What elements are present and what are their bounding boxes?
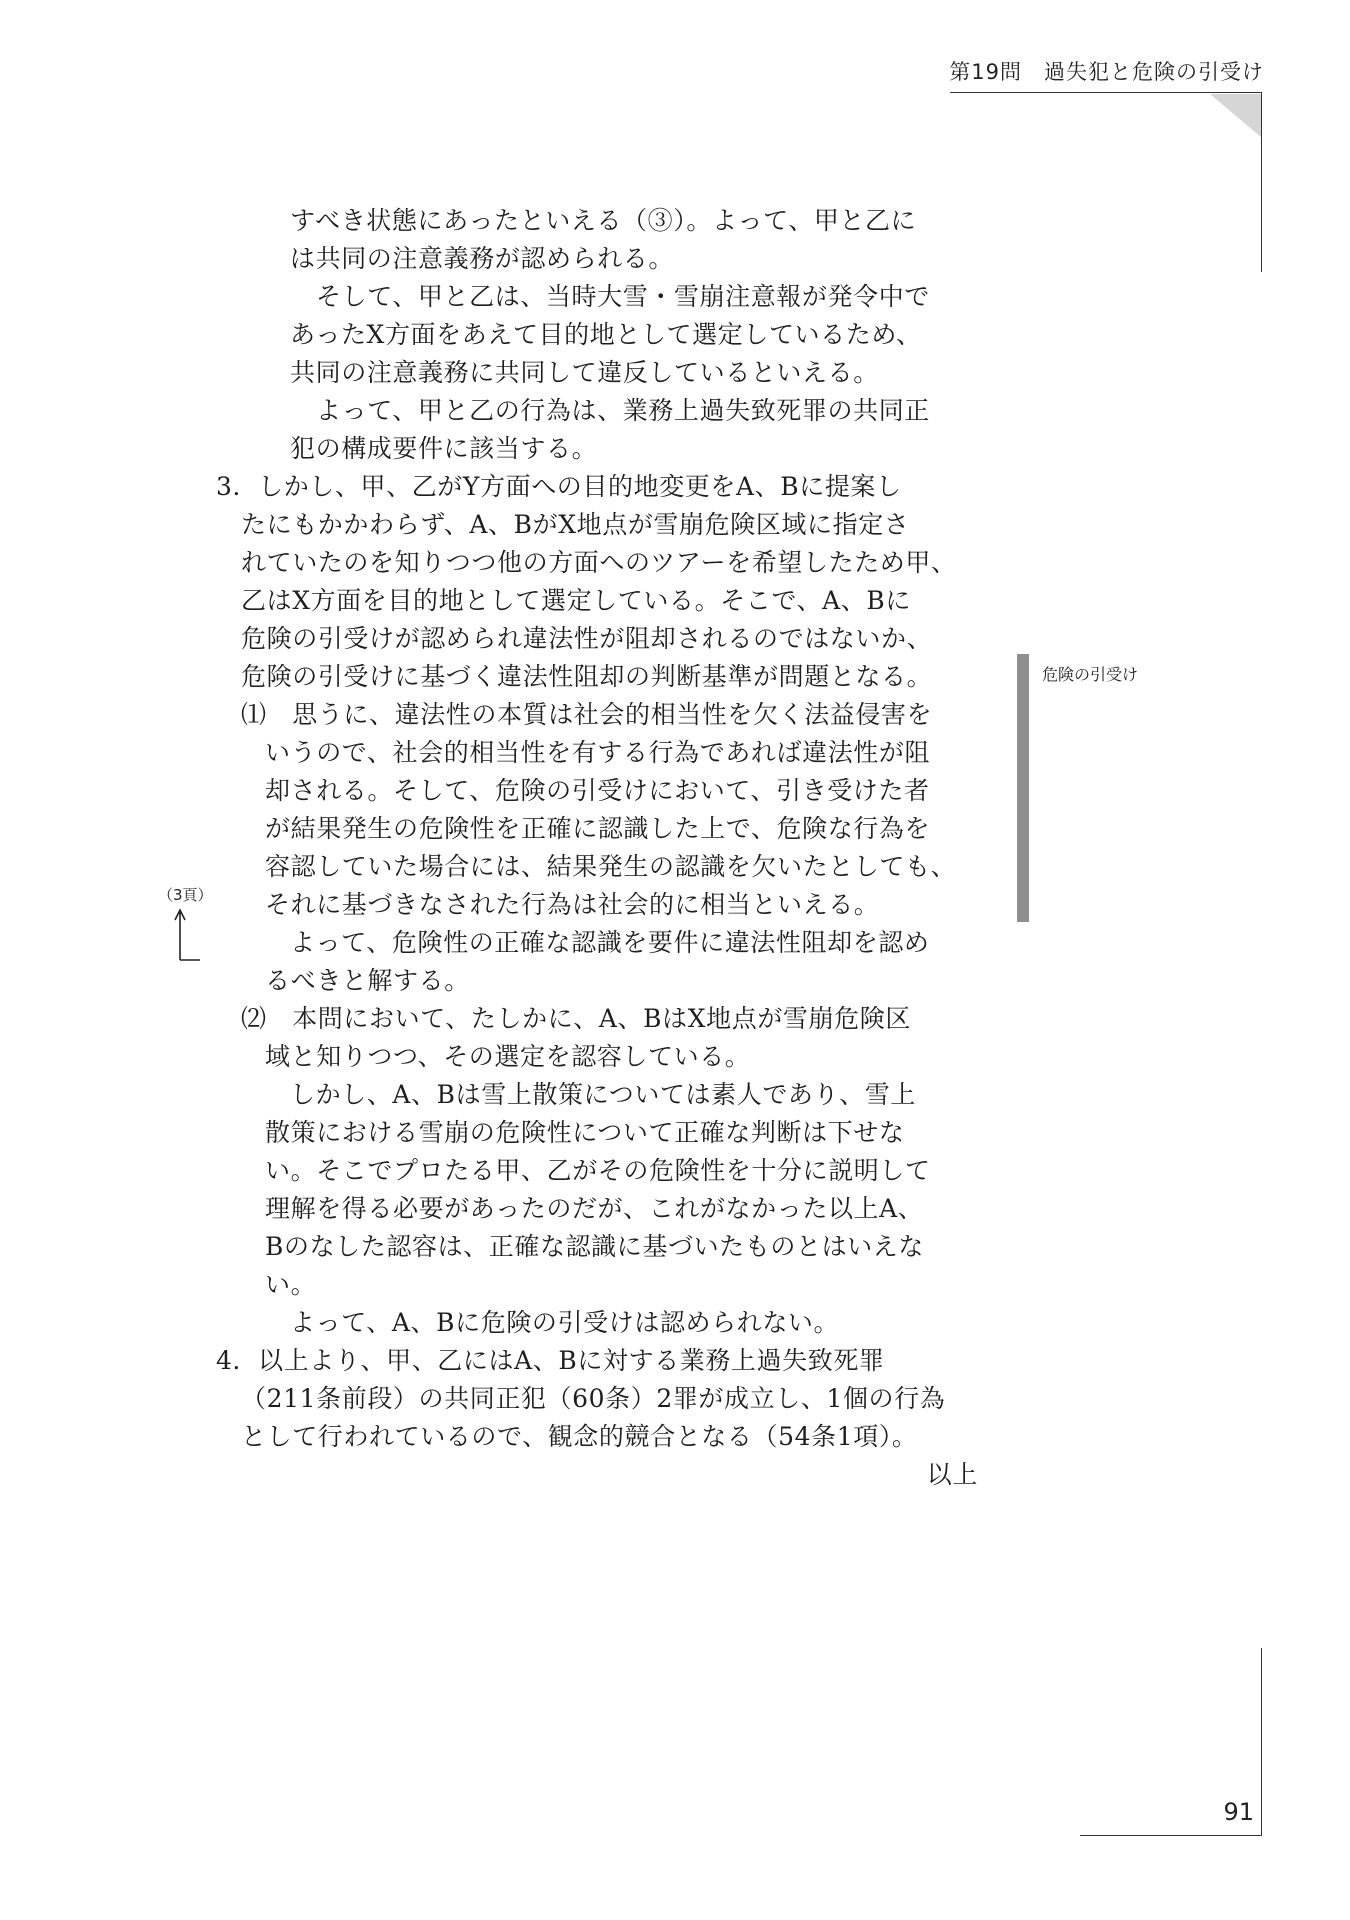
text-line: は共同の注意義務が認められる。 (290, 244, 675, 273)
text-line: あったX方面をあえて目的地として選定しているため、 (290, 320, 922, 349)
text-line: が結果発生の危険性を正確に認識した上で、危険な行為を (265, 814, 931, 843)
text-line: （211条前段）の共同正犯（60条）2罪が成立し、1個の行為 (241, 1384, 946, 1413)
text-line: 乙はX方面を目的地として選定している。そこで、A、Bに (241, 586, 911, 615)
text-line: 容認していた場合には、結果発生の認識を欠いたとしても、 (265, 852, 957, 881)
text-line: いうので、社会的相当性を有する行為であれば違法性が阻 (265, 738, 931, 767)
right-margin-rule-bottom (1261, 1648, 1262, 1836)
text-line: よって、A、Bに危険の引受けは認められない。 (290, 1308, 840, 1337)
reference-arrow-icon (172, 906, 202, 962)
text-line: 散策における雪崩の危険性について正確な判断は下せな (265, 1118, 905, 1147)
closing-mark: 以上 (926, 1460, 978, 1489)
footer-rule (1080, 1835, 1262, 1836)
text-line: よって、危険性の正確な認識を要件に違法性阻却を認め (290, 928, 930, 957)
text-line: すべき状態にあったといえる（③）。よって、甲と乙に (290, 206, 917, 235)
text-line: 理解を得る必要があったのだが、これがなかった以上A、 (265, 1194, 924, 1223)
text-line: そして、甲と乙は、当時大雪・雪崩注意報が発令中で (316, 282, 930, 311)
text-line: 共同の注意義務に共同して違反しているといえる。 (290, 358, 879, 387)
subsection-heading-1: ⑴ 思うに、違法性の本質は社会的相当性を欠く法益侵害を (241, 700, 933, 729)
text-line: い。 (265, 1270, 317, 1299)
text-line: それに基づきなされた行為は社会的に相当といえる。 (265, 890, 880, 919)
text-line: 危険の引受けに基づく違法性阻却の判断基準が問題となる。 (241, 662, 933, 691)
text-line: れていたのを知りつつ他の方面へのツアーを希望したため甲、 (241, 548, 957, 577)
header-rule (950, 92, 1262, 93)
margin-note: 危険の引受け (1042, 665, 1139, 684)
text-line: るべきと解する。 (265, 966, 470, 995)
text-line: Bのなした認容は、正確な認識に基づいたものとはいえな (265, 1232, 924, 1261)
chapter-title: 第19問 過失犯と危険の引受け (949, 60, 1264, 84)
section-heading-4: 4．以上より、甲、乙にはA、Bに対する業務上過失致死罪 (216, 1346, 885, 1375)
text-line: 危険の引受けが認められ違法性が阻却されるのではないか、 (241, 624, 933, 653)
text-line: 却される。そして、危険の引受けにおいて、引き受けた者 (265, 776, 930, 805)
margin-highlight-bar (1017, 654, 1029, 922)
text-line: よって、甲と乙の行為は、業務上過失致死罪の共同正 (316, 396, 930, 425)
section-heading-3: 3．しかし、甲、乙がY方面への目的地変更をA、Bに提案し (216, 472, 902, 501)
text-line: しかし、A、Bは雪上散策については素人であり、雪上 (290, 1080, 916, 1109)
corner-tab (1210, 94, 1262, 138)
page-number: 91 (1223, 1798, 1254, 1826)
right-margin-rule-top (1261, 92, 1262, 272)
text-line: として行われているので、観念的競合となる（54条1項）。 (241, 1422, 918, 1451)
text-line: い。そこでプロたる甲、乙がその危険性を十分に説明して (265, 1156, 931, 1185)
subsection-heading-2: ⑵ 本問において、たしかに、A、BはX地点が雪崩危険区 (241, 1004, 911, 1033)
page-reference-label: （3頁） (158, 886, 213, 904)
text-line: たにもかかわらず、A、BがX地点が雪崩危険区域に指定さ (241, 510, 910, 539)
text-line: 犯の構成要件に該当する。 (290, 434, 598, 463)
text-line: 域と知りつつ、その選定を認容している。 (265, 1042, 751, 1071)
